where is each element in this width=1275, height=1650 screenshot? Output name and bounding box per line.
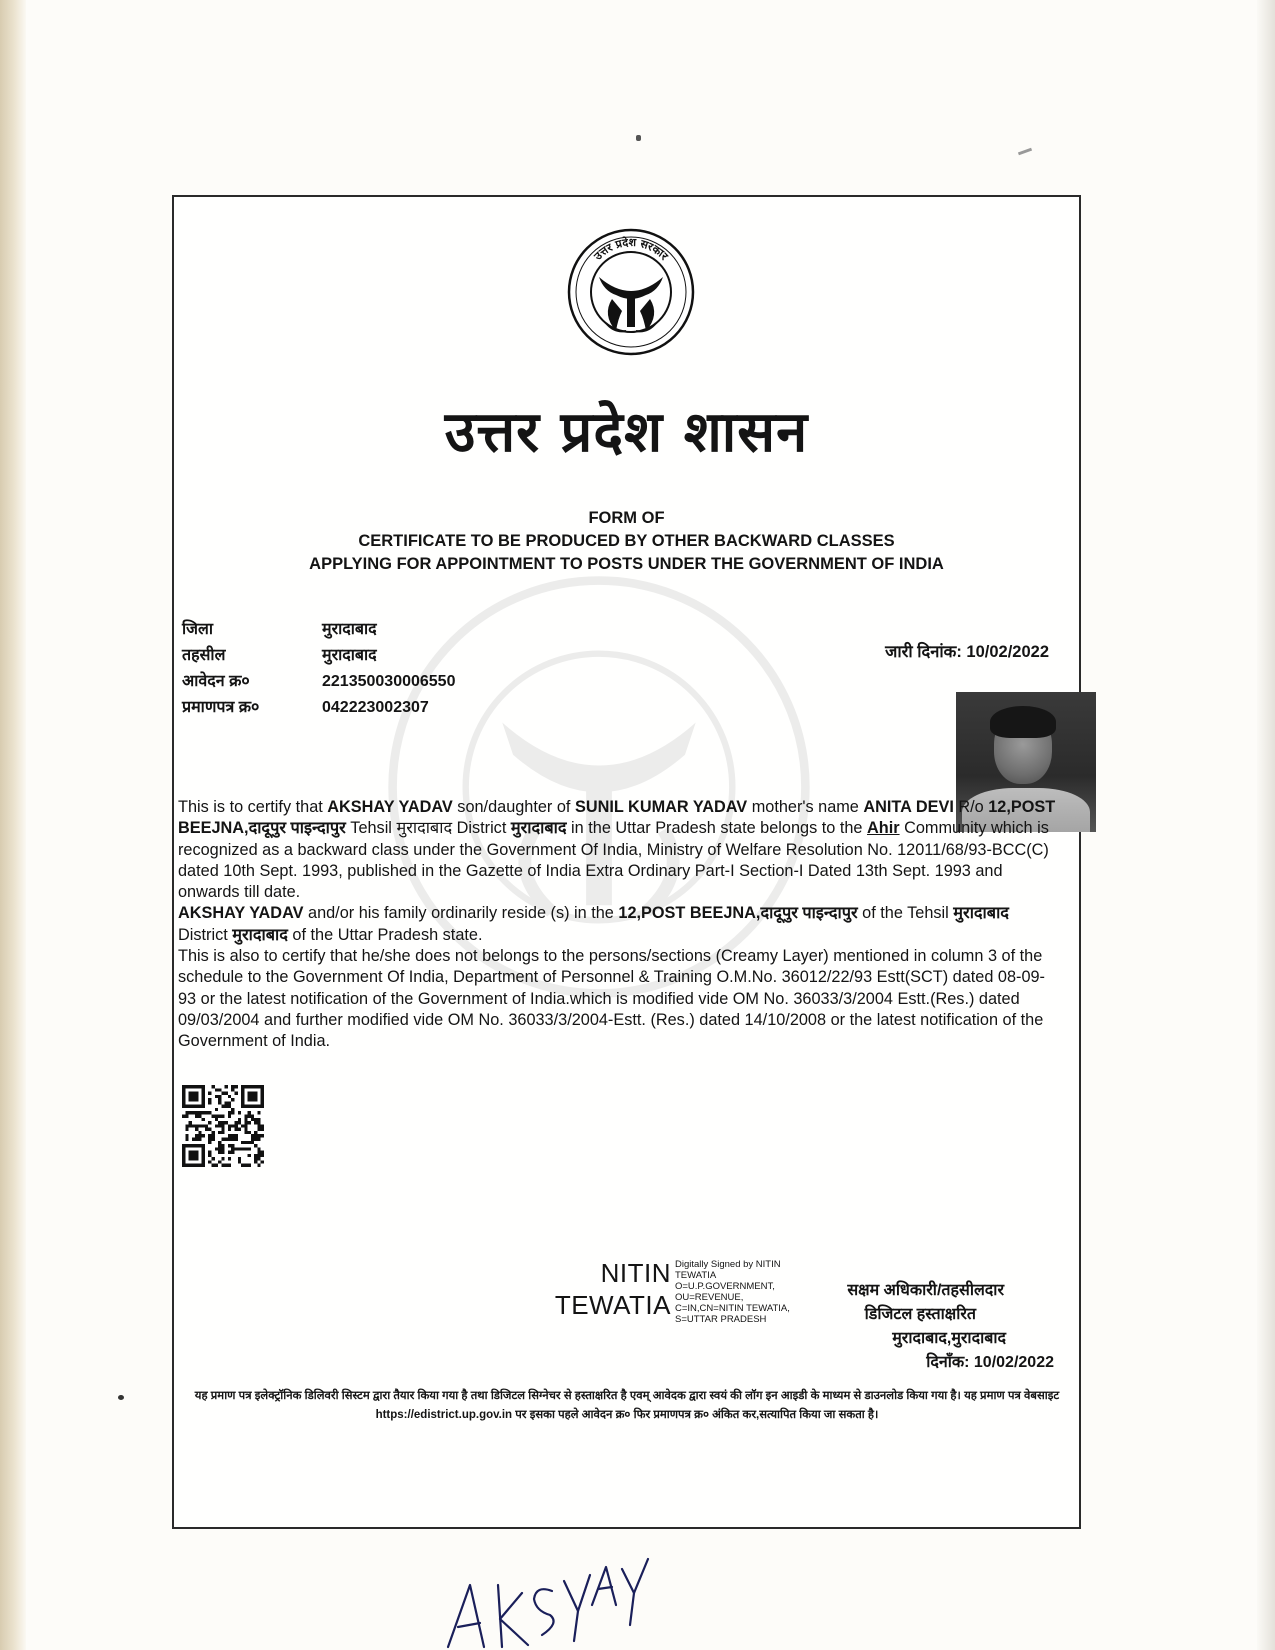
community-name: Ahir [867,819,900,838]
handwritten-signature [440,1545,660,1650]
text-run: son/daughter of [452,798,575,816]
scan-edge-left [0,0,26,1650]
form-heading-line: APPLYING FOR APPOINTMENT TO POSTS UNDER THE GOVERNMENT OF INDIA [309,555,944,573]
signer-name [555,1257,671,1321]
text-run: of the Uttar Pradesh state. [287,925,483,944]
meta-value: 042223002307 [322,699,429,716]
signer-name-line: NITIN [600,1258,671,1288]
applicant-address: 12,POST BEEJNA,दादूपुर पाइन्दापुर [178,798,1056,838]
district-name: मुरादाबाद [232,925,288,944]
certificate-paragraph-2 [178,903,1060,946]
digital-signature [539,1257,809,1337]
meta-row-district [182,617,542,643]
signature-detail-line: C=IN,CN=NITIN TEWATIA, [675,1303,790,1314]
footer-verification-note: यह प्रमाण पत्र इलेक्ट्रॉनिक डिलिवरी सिस्टम द्वारा तैयार किया गया है तथा डिजिटल सिग्नेचर से हस्ताक्षरित है एवम् आवेदक द्वारा स्वयं की लॉग इन आइडी के माध्यम से डाउनलोड किया गया है। यह प्रमाण पत्र वेबसाइट https://edistrict.up.gov.in पर इसका पहले आवेदन क्र० फिर प्रमाणपत्र क्र० अंकित कर,सत्यापित किया जा सकता है। [194,1390,1060,1421]
text-run: Community which is recognized as a backward class under the Government Of India, Ministry of Welfare Resolution No. 12011/68/93-BCC(C) dated 10th Sept. 1993, published in the Gazette of India Extra Ordinary Part-I Section-I Dated 13th Sept. 1993 and onwards till date. [178,819,1049,902]
meta-value: मुरादाबाद [322,621,377,638]
district-name: मुरादाबाद [510,819,567,838]
text-run: in the Uttar Pradesh state belongs to the [566,819,867,838]
certificate-paragraph-1 [178,797,1060,903]
page-title: उत्तर प्रदेश शासन [444,399,809,465]
father-name: SUNIL KUMAR YADAV [574,798,748,816]
meta-key: जिला [182,621,214,638]
text-run: This is to certify that [178,798,328,816]
text-run: R/o [953,798,989,816]
scan-smudge [636,135,641,141]
text-run: Tehsil मुरादाबाद District [345,819,511,838]
signature-detail-line: OU=REVENUE, [675,1292,744,1303]
scan-smudge [1018,148,1032,156]
text-run: of the Tehsil [857,904,954,923]
certificate-body [178,797,1060,1053]
meta-key: तहसील [182,647,226,664]
form-heading-line: CERTIFICATE TO BE PRODUCED BY OTHER BACKWARD CLASSES [358,532,895,550]
authority-line: डिजिटल हस्ताक्षरित [864,1306,976,1323]
emblem-text: उत्तर प्रदेश सरकार [591,235,671,263]
authority-line: मुरादाबाद,मुरादाबाद [892,1330,1006,1347]
signature-detail-line: Digitally Signed by NITIN [675,1259,781,1270]
up-government-emblem-icon [566,227,696,357]
meta-table [182,617,542,721]
authority-line: सक्षम अधिकारी/तहसीलदार [847,1282,1004,1299]
signature-detail-line: O=U.P.GOVERNMENT, [675,1281,775,1292]
meta-row-tehsil [182,643,542,669]
certificate-paragraph-3: This is also to certify that he/she does not belongs to the persons/sections (Creamy Layer) mentioned in column 3 of the schedule to the Government Of India, Department of Personnel & Training O.M.No. 36012/22/93 Estt(SCT) dated 08-09-93 or the latest notification of the Government of India.which is modified vide OM No. 36033/3/2004 Estt.(Res.) dated 09/03/2004 and further modified vide OM No. 36033/3/2004-Estt. (Res.) dated 14/10/2008 or the latest notification of the Government of India. [178,947,1045,1051]
scan-smudge [118,1395,124,1400]
meta-value: 221350030006550 [322,673,456,690]
issue-date: जारी दिनांक: 10/02/2022 [885,643,1049,661]
applicant-address: 12,POST BEEJNA,दादूपुर पाइन्दापुर [618,904,858,923]
certificate-frame [172,195,1081,1529]
scan-edge-right [1257,0,1275,1650]
signature-details [675,1259,845,1325]
text-run: and/or his family ordinarily reside (s) in the [303,904,619,923]
text-run: District [178,925,233,944]
form-heading-line: FORM OF [588,509,665,527]
signature-detail-line: TEWATIA [675,1270,717,1281]
applicant-name: AKSHAY YADAV [327,798,453,816]
form-heading [174,507,1079,576]
text-run: mother's name [747,798,864,816]
meta-value: मुरादाबाद [322,647,377,664]
issuing-authority [824,1279,1054,1375]
mother-name: ANITA DEVI [863,798,954,816]
signer-name-line: TEWATIA [554,1290,671,1320]
meta-key: प्रमाणपत्र क्र० [182,699,260,716]
tehsil-name: मुरादाबाद [953,904,1009,923]
signature-detail-line: S=UTTAR PRADESH [675,1314,767,1325]
photo-hair-shape [990,706,1056,738]
qr-code-icon [182,1085,264,1167]
authority-date: दिनाँक: 10/02/2022 [926,1354,1054,1371]
meta-row-certificate-no [182,695,542,721]
applicant-name: AKSHAY YADAV [178,904,304,923]
meta-key: आवेदन क्र० [182,673,250,690]
meta-row-application-no [182,669,542,695]
